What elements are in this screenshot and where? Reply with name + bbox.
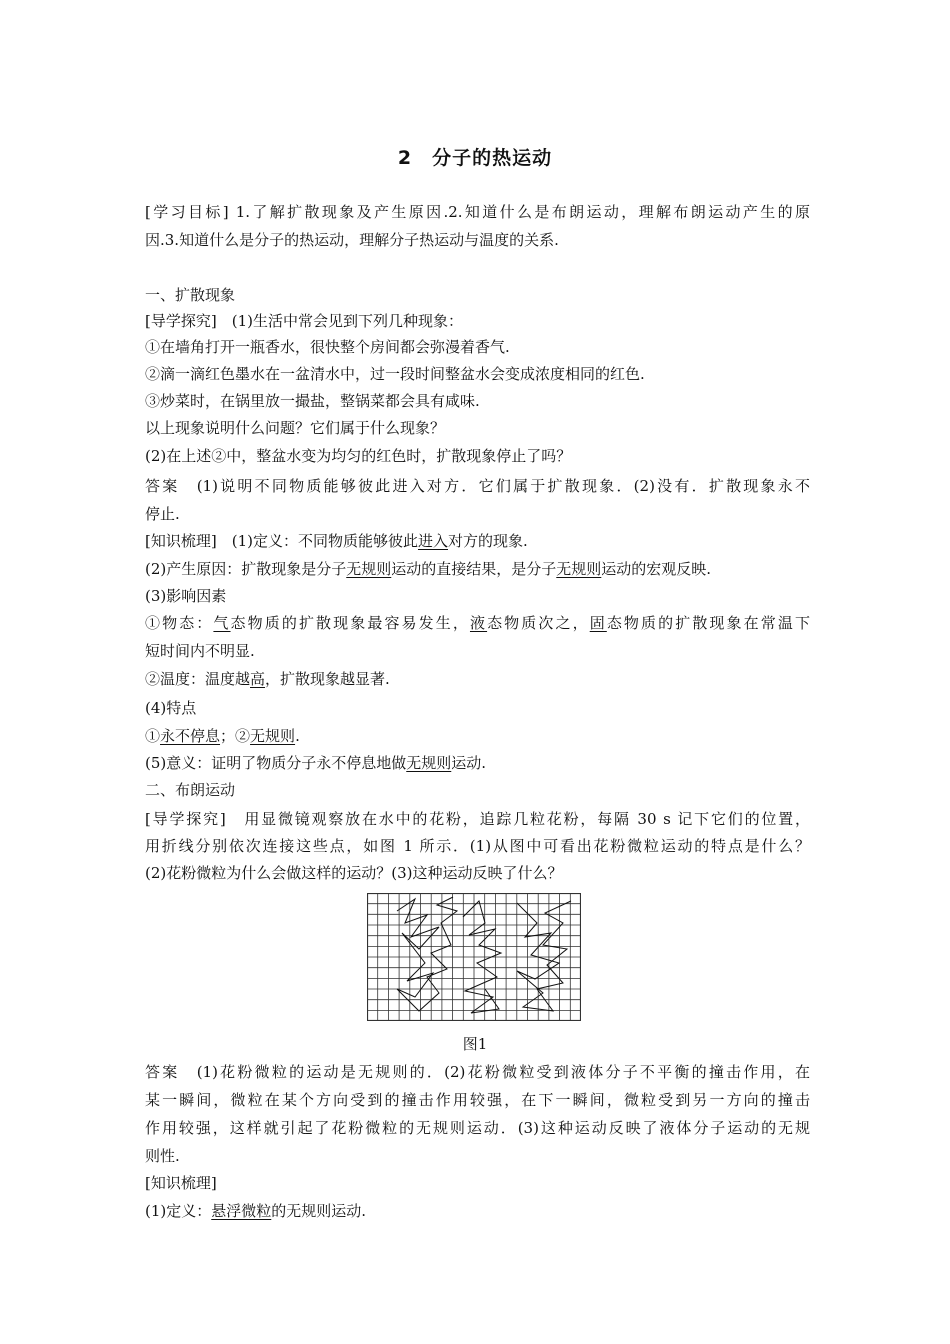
inquiry-label: [导学探究] <box>145 810 226 828</box>
state-text-2: 态物质次之， <box>487 614 590 632</box>
blank-answer: 悬浮微粒 <box>211 1202 272 1220</box>
summary-label: [知识梳理] <box>145 532 217 550</box>
answer-text-1: (1)说明不同物质能够彼此进入对方．它们属于扩散现象．(2)没有．扩散现象永不 <box>196 477 810 495</box>
meaning-text: (5)意义：证明了物质分子永不停息地做 <box>145 754 407 772</box>
inquiry-label: [导学探究] <box>145 312 217 330</box>
temperature-text-end: ，扩散现象越显著. <box>265 670 390 688</box>
inquiry2-line-2: 用折线分别依次连接这些点，如图 1 所示．(1)从图中可看出花粉微粒运动的特点是什么？ <box>145 837 810 855</box>
answer2-text-1: (1)花粉微粒的运动是无规则的．(2)花粉微粒受到液体分子不平衡的撞击作用，在 <box>196 1063 810 1081</box>
temperature-text: ②温度：温度越 <box>145 670 251 688</box>
temperature-line <box>145 669 810 689</box>
phenomenon-item-3: ③炒菜时，在锅里放一撮盐，整锅菜都会具有咸味. <box>145 392 480 410</box>
definition-line <box>145 531 810 551</box>
blank-answer: 无规则 <box>250 727 296 745</box>
section-heading-diffusion: 一、扩散现象 <box>145 286 236 304</box>
factors-heading: (3)影响因素 <box>145 587 227 605</box>
question-2: (2)在上述②中，整盆水变为均匀的红色时，扩散现象停止了吗？ <box>145 447 572 465</box>
meaning-text-end: 运动. <box>451 754 487 772</box>
blank-answer: 液 <box>469 614 488 632</box>
state-line-2: 短时间内不明显. <box>145 642 255 660</box>
blank-answer: 无规则 <box>556 560 602 578</box>
page-title: 2 分子的热运动 <box>397 147 553 169</box>
state-text: ①物态： <box>145 614 214 632</box>
objectives-label: [学习目标] <box>145 203 229 221</box>
cause-text-end: 运动的宏观反映. <box>601 560 712 578</box>
inquiry-question-1: (1)生活中常会见到下列几种现象： <box>231 312 463 330</box>
particle-path-3 <box>517 901 571 1011</box>
answer2-line-1 <box>145 1062 810 1082</box>
definition2-text: (1)定义： <box>145 1202 212 1220</box>
state-line-1 <box>145 613 810 633</box>
blank-answer: 无规则 <box>406 754 452 772</box>
blank-answer: 固 <box>589 614 607 632</box>
features-heading: (4)特点 <box>145 699 197 717</box>
features-line <box>145 726 810 746</box>
blank-answer: 永不停息 <box>160 727 221 745</box>
answer-line-2: 停止. <box>145 505 180 523</box>
section-heading-brownian: 二、布朗运动 <box>145 781 236 799</box>
state-text-3: 态物质的扩散现象在常温下 <box>606 614 810 632</box>
definition-text-end: 对方的现象. <box>448 532 528 550</box>
blank-answer: 无规则 <box>346 560 392 578</box>
definition-text: (1)定义：不同物质能够彼此 <box>231 532 418 550</box>
answer2-line-2: 某一瞬间，微粒在某个方向受到的撞击作用较强，在下一瞬间，微粒受到另一方向的撞击 <box>145 1091 810 1109</box>
objectives-line-1 <box>145 202 810 222</box>
blank-answer: 气 <box>213 614 231 632</box>
state-text-1: 态物质的扩散现象最容易发生， <box>230 614 470 632</box>
inquiry2-text-1: 用显微镜观察放在水中的花粉，追踪几粒花粉，每隔 30 s 记下它们的位置， <box>244 810 810 828</box>
objectives-text-1: 1.了解扩散现象及产生原因.2.知道什么是布朗运动，理解布朗运动产生的原 <box>235 203 810 221</box>
features-text-mid: ；② <box>220 727 251 745</box>
meaning-line <box>145 753 810 773</box>
answer-label: 答案 <box>145 1063 180 1081</box>
cause-line <box>145 559 810 579</box>
blank-answer: 高 <box>250 670 266 688</box>
brownian-motion-figure <box>367 893 581 1021</box>
inquiry2-line-1 <box>145 809 810 829</box>
figure-grid <box>367 893 581 1021</box>
answer-label: 答案 <box>145 477 180 495</box>
definition2-line <box>145 1201 810 1221</box>
features-text: ① <box>145 727 161 745</box>
summary2-label: [知识梳理] <box>145 1174 217 1192</box>
inquiry-line <box>145 311 810 331</box>
features-text-end: . <box>295 727 300 745</box>
blank-answer: 进入 <box>417 532 448 550</box>
cause-text-mid: 运动的直接结果，是分子 <box>391 560 557 578</box>
answer2-line-4: 则性. <box>145 1147 180 1165</box>
objectives-line-2: 因.3.知道什么是分子的热运动，理解分子热运动与温度的关系. <box>145 231 559 249</box>
figure-caption: 图1 <box>462 1035 488 1053</box>
answer2-line-3: 作用较强，这样就引起了花粉微粒的无规则运动．(3)这种运动反映了液体分子运动的无规 <box>145 1119 810 1137</box>
answer-line-1 <box>145 476 810 496</box>
question-1: 以上现象说明什么问题？它们属于什么现象？ <box>145 419 446 437</box>
definition2-text-end: 的无规则运动. <box>271 1202 367 1220</box>
cause-text: (2)产生原因：扩散现象是分子 <box>145 560 347 578</box>
phenomenon-item-2: ②滴一滴红色墨水在一盆清水中，过一段时间整盆水会变成浓度相同的红色. <box>145 365 645 383</box>
phenomenon-item-1: ①在墙角打开一瓶香水，很快整个房间都会弥漫着香气. <box>145 338 510 356</box>
inquiry2-line-3: (2)花粉微粒为什么会做这样的运动？(3)这种运动反映了什么？ <box>145 864 563 882</box>
